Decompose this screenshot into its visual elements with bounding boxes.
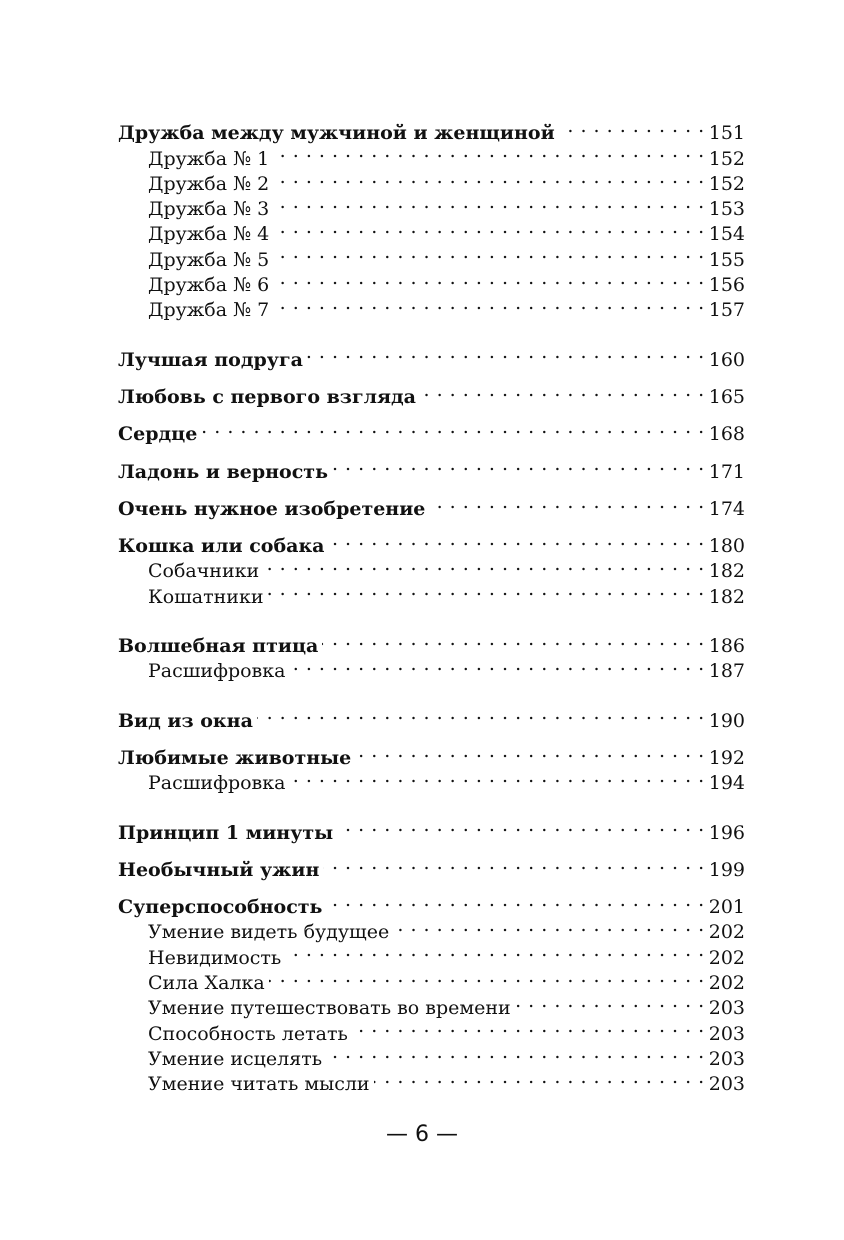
dot-leader — [273, 266, 705, 291]
toc-entry-title: Волшебная птица — [118, 635, 319, 658]
toc-entry-page: 203 — [708, 1047, 745, 1070]
toc-chapter[interactable] — [118, 415, 745, 446]
toc-entry-page: 186 — [708, 635, 745, 658]
toc-entry-title: Умение видеть будущее — [148, 921, 390, 944]
section-gap — [118, 440, 745, 452]
toc-entry-title: Дружба № 6 — [148, 274, 270, 297]
toc-entry-title: Кошка или собака — [118, 535, 325, 558]
toc-entry-page: 157 — [708, 299, 745, 322]
dot-leader — [269, 964, 705, 989]
toc-chapter[interactable] — [118, 452, 745, 483]
dot-leader — [337, 813, 705, 838]
toc-entry-title: Вид из окна — [118, 709, 253, 732]
toc-entry-page: 187 — [708, 660, 745, 683]
toc-entry-page: 182 — [708, 585, 745, 608]
toc-entry-page: 171 — [708, 460, 745, 483]
toc-entry-page: 203 — [708, 997, 745, 1020]
toc-entry-page: 180 — [708, 535, 745, 558]
dot-leader — [273, 291, 705, 316]
dot-leader — [429, 490, 704, 515]
dot-leader — [393, 913, 705, 938]
toc-entry-page: 156 — [708, 274, 745, 297]
toc-entry-title: Лучшая подруга — [118, 348, 303, 371]
toc-entry-title: Сердце — [118, 423, 198, 446]
dot-leader — [307, 340, 705, 365]
toc-entry-title: Невидимость — [148, 946, 282, 969]
toc-entry-title: Суперспособность — [118, 896, 323, 919]
toc-entry-page: 203 — [708, 1073, 745, 1096]
toc-entry-title: Сила Халка — [148, 972, 265, 995]
toc-entry-page: 202 — [708, 921, 745, 944]
page-number: — 6 — — [386, 1122, 458, 1147]
toc-entry-page: 155 — [708, 248, 745, 271]
toc-entry-title: Принцип 1 минуты — [118, 821, 334, 844]
toc-chapter[interactable] — [118, 378, 745, 408]
toc-chapter[interactable] — [118, 627, 745, 658]
dot-leader — [201, 415, 704, 440]
toc-entry-page: 201 — [708, 896, 745, 919]
dot-leader — [273, 190, 705, 215]
toc-entry-title: Кошатники — [148, 585, 264, 608]
dot-leader — [273, 139, 705, 164]
toc-entry-page: 196 — [708, 821, 745, 844]
table-of-contents — [118, 114, 745, 1096]
dot-leader — [323, 851, 704, 876]
toc-entry-page: 174 — [708, 497, 745, 520]
toc-entry-title: Расшифровка — [148, 660, 286, 683]
dot-leader — [326, 1040, 705, 1065]
dot-leader — [273, 240, 705, 265]
toc-entry-title: Дружба № 4 — [148, 223, 270, 246]
toc-entry-page: 160 — [708, 348, 745, 371]
toc-entry-title: Умение исцелять — [148, 1047, 323, 1070]
toc-entry-page: 153 — [708, 198, 745, 221]
toc-entry-title: Умение читать мысли — [148, 1073, 370, 1096]
dot-leader — [268, 577, 705, 602]
dot-leader — [289, 764, 704, 789]
toc-entry-page: 165 — [708, 385, 745, 408]
dot-leader — [257, 701, 705, 726]
toc-entry-title: Собачники — [148, 560, 260, 583]
toc-entry-title: Ладонь и верность — [118, 460, 328, 483]
toc-entry-page: 154 — [708, 223, 745, 246]
dot-leader — [420, 378, 705, 403]
toc-chapter[interactable] — [118, 114, 745, 145]
toc-entry-title: Способность летать — [148, 1022, 348, 1045]
dot-leader — [328, 527, 704, 552]
toc-entry-page: 151 — [708, 122, 745, 145]
toc-chapter[interactable] — [118, 888, 745, 919]
dot-leader — [355, 739, 704, 764]
dot-leader — [289, 652, 704, 677]
toc-entry-page: 190 — [708, 709, 745, 732]
dot-leader — [263, 552, 705, 577]
toc-entry-title: Дружба № 5 — [148, 248, 270, 271]
toc-entry-page: 192 — [708, 746, 745, 769]
toc-chapter[interactable] — [118, 701, 745, 732]
dot-leader — [374, 1065, 705, 1090]
dot-leader — [559, 114, 705, 139]
toc-entry-page: 182 — [708, 560, 745, 583]
toc-chapter[interactable] — [118, 527, 745, 558]
dot-leader — [352, 1014, 705, 1039]
toc-entry-title: Необычный ужин — [118, 858, 320, 881]
dot-leader — [332, 452, 705, 477]
toc-entry-title: Любимые животные — [118, 746, 352, 769]
toc-entry-page: 194 — [708, 772, 745, 795]
dot-leader — [326, 888, 704, 913]
toc-entry-page: 152 — [708, 172, 745, 195]
toc-entry-title: Дружба № 2 — [148, 172, 270, 195]
dot-leader — [273, 215, 705, 240]
toc-entry-title: Дружба № 1 — [148, 147, 270, 170]
toc-entry-title: Умение путешествовать во времени — [148, 997, 511, 1020]
toc-entry-page: 202 — [708, 946, 745, 969]
toc-entry-page: 202 — [708, 972, 745, 995]
toc-chapter[interactable] — [118, 340, 745, 371]
dot-leader — [285, 938, 704, 963]
toc-chapter[interactable] — [118, 739, 745, 769]
toc-entry-title: Любовь с первого взгляда — [118, 385, 416, 408]
toc-chapter[interactable] — [118, 851, 745, 881]
toc-entry-title: Расшифровка — [148, 772, 286, 795]
toc-entry-title: Дружба № 7 — [148, 299, 270, 322]
dot-leader — [515, 989, 705, 1014]
toc-chapter[interactable] — [118, 490, 745, 520]
toc-entry-title: Дружба между мужчиной и женщиной — [118, 122, 555, 145]
toc-entry-title: Очень нужное изобретение — [118, 497, 426, 520]
toc-entry-title: Дружба № 3 — [148, 198, 270, 221]
toc-entry-page: 203 — [708, 1022, 745, 1045]
toc-chapter[interactable] — [118, 813, 745, 844]
toc-entry-page: 152 — [708, 147, 745, 170]
toc-entry-page: 168 — [708, 423, 745, 446]
toc-entry-page: 199 — [708, 858, 745, 881]
dot-leader — [322, 627, 704, 652]
dot-leader — [273, 165, 705, 190]
